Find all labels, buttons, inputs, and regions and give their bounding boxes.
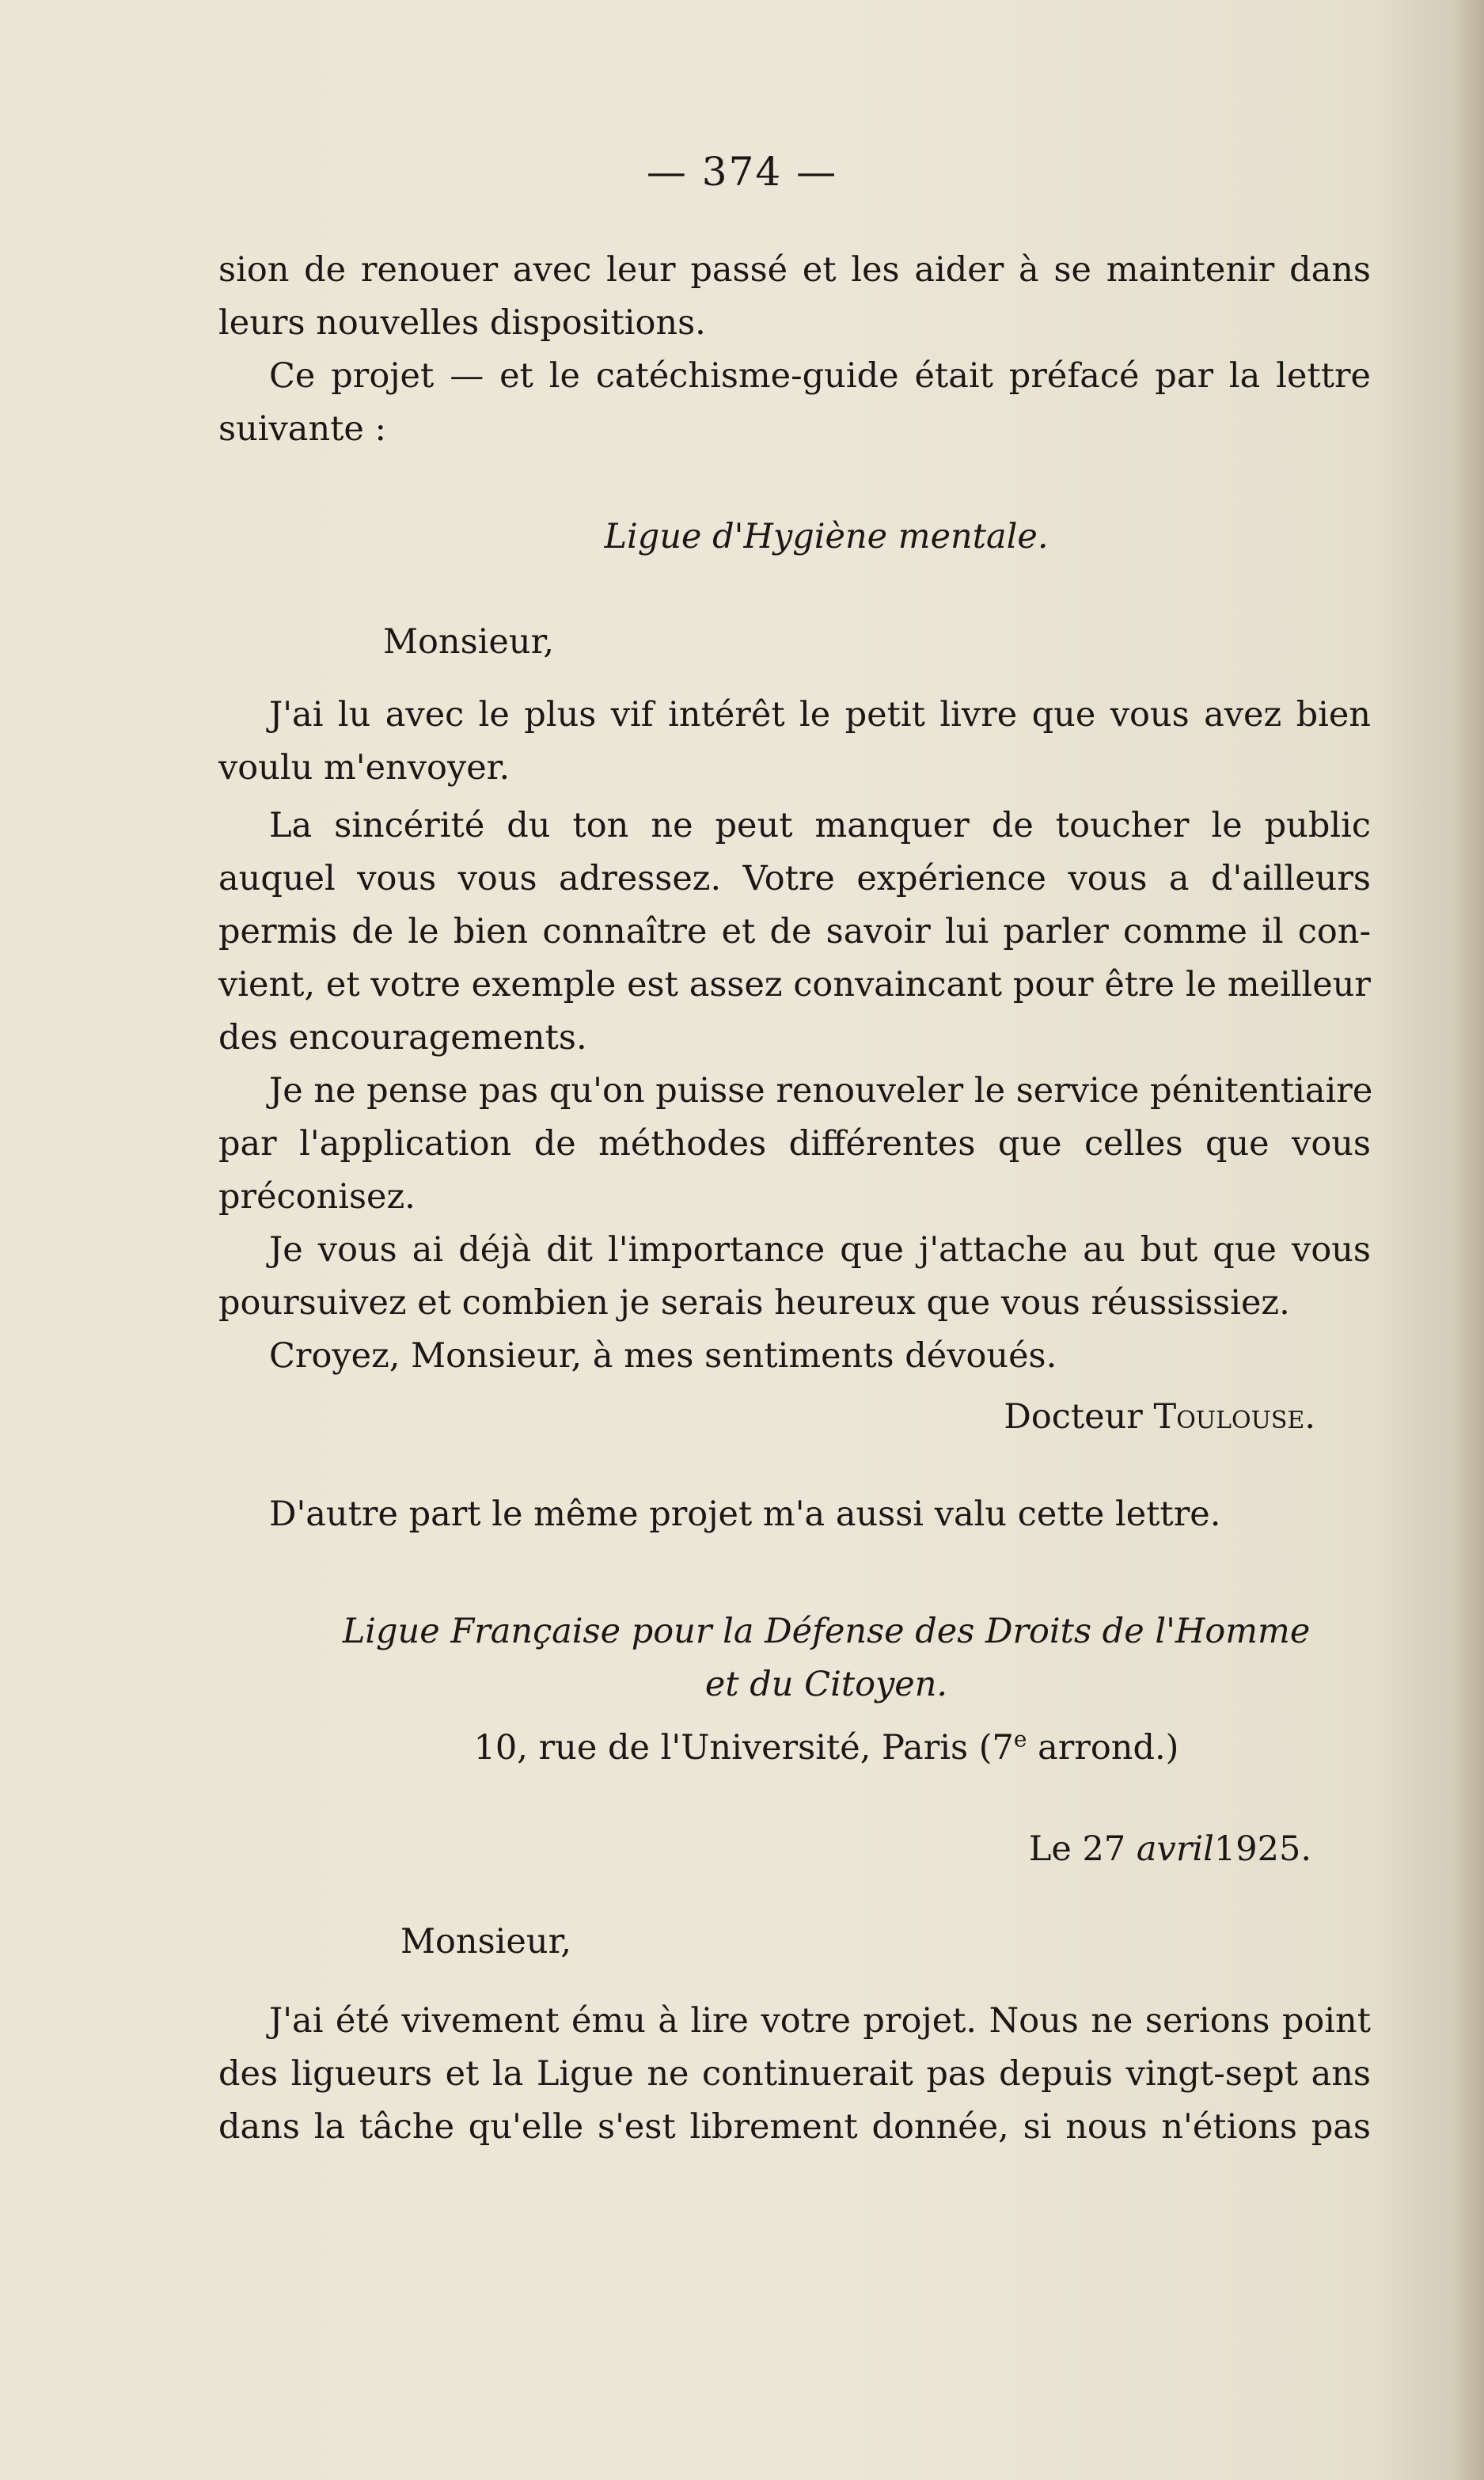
- text-line: par l'application de méthodes différentes que celles que vous: [218, 1124, 1371, 1164]
- text-line: des encouragements.: [218, 1018, 587, 1058]
- text-line: La sincérité du ton ne peut manquer de toucher le public: [269, 806, 1371, 845]
- address-main: 10, rue de l'Université, Paris (7: [473, 1728, 1014, 1768]
- text-line: permis de le bien connaître et de savoir lui parler comme il con-: [218, 912, 1371, 951]
- letter2-heading-line1: Ligue Française pour la Défense des Droits de l'Homme: [342, 1612, 1311, 1651]
- letter2-heading-line2: et du Citoyen.: [704, 1665, 948, 1704]
- signature-name: Toulouse.: [1153, 1397, 1315, 1437]
- text-line: dans la tâche qu'elle s'est librement donnée, si nous n'étions pas: [218, 2107, 1371, 2147]
- signature-title: Docteur: [1004, 1397, 1143, 1437]
- text-line: voulu m'envoyer.: [218, 748, 510, 788]
- signature: [218, 1391, 1371, 1444]
- page-edge-shadow: [1452, 0, 1484, 2480]
- address-end: arrond.): [1027, 1728, 1179, 1768]
- page-number: — 374 —: [646, 149, 838, 195]
- text-line: Croyez, Monsieur, à mes sentiments dévoués.: [269, 1336, 1057, 1376]
- letter2-address: [218, 1722, 1371, 1775]
- text-line: sion de renouer avec leur passé et les aider à se maintenir dans: [218, 250, 1371, 290]
- text-line: J'ai lu avec le plus vif intérêt le petit livre que vous avez bien: [269, 695, 1371, 735]
- text-line: auquel vous vous adressez. Votre expérience vous a d'ailleurs: [218, 859, 1371, 898]
- date-month: avril: [1136, 1829, 1214, 1869]
- text-line: D'autre part le même projet m'a aussi valu cette lettre.: [269, 1494, 1221, 1534]
- text-line: poursuivez et combien je serais heureux que vous réussissiez.: [218, 1283, 1290, 1323]
- text-line: Ce projet — et le catéchisme-guide était préfacé par la lettre: [269, 356, 1371, 396]
- text-line: Je ne pense pas qu'on puisse renouveler le service pénitentiaire: [269, 1071, 1373, 1111]
- text-line: des ligueurs et la Ligue ne continuerait pas depuis vingt-sept ans: [218, 2054, 1371, 2094]
- text-line: leurs nouvelles dispositions.: [218, 303, 706, 343]
- date-le: Le 27: [1028, 1829, 1126, 1869]
- text-line: Je vous ai déjà dit l'importance que j'attache au but que vous: [269, 1230, 1371, 1270]
- text-line: préconisez.: [218, 1177, 416, 1217]
- address-superscript: e: [1013, 1726, 1027, 1753]
- text-line: J'ai été vivement ému à lire votre projet. Nous ne serions point: [269, 2001, 1371, 2041]
- letter2-salutation: Monsieur,: [400, 1922, 572, 1962]
- letter1-heading: Ligue d'Hygiène mentale.: [604, 517, 1049, 556]
- letter2-date: [218, 1823, 1371, 1876]
- text-line: vient, et votre exemple est assez convaincant pour être le meilleur: [218, 965, 1371, 1005]
- text-line: suivante :: [218, 409, 387, 449]
- date-year: 1925.: [1213, 1829, 1311, 1869]
- letter1-salutation: Monsieur,: [383, 622, 555, 662]
